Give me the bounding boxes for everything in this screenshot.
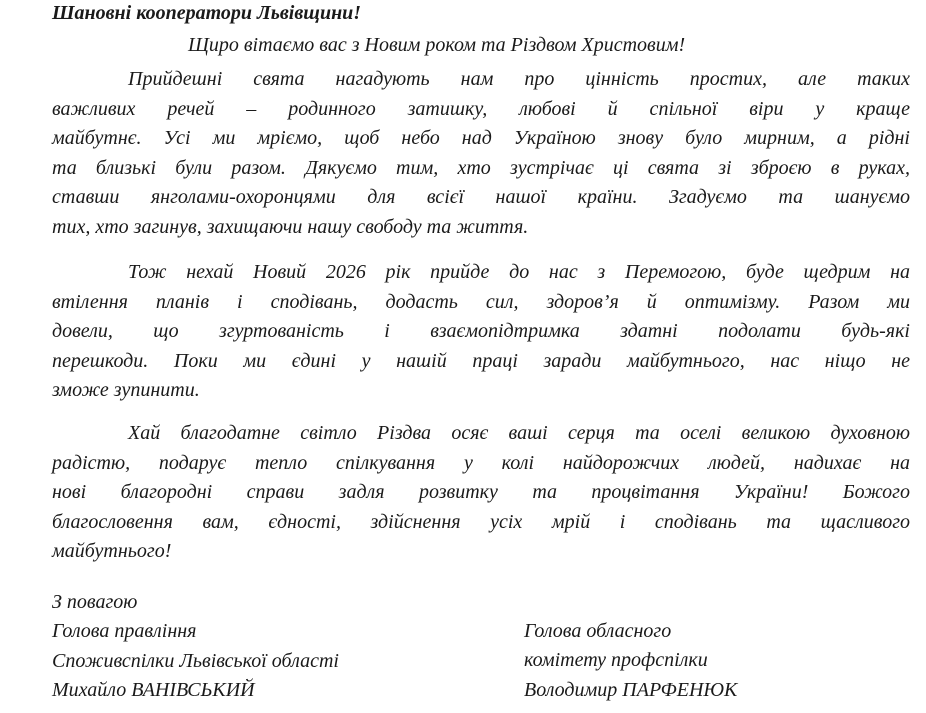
text-line: майбутнє. Усі ми мріємо, щоб небо над Україною знову було мирним, а рідні bbox=[52, 127, 910, 150]
text-line: майбутнього! bbox=[52, 540, 172, 563]
paragraph-2 bbox=[52, 258, 910, 406]
text-line: довели, що згуртованість і взаємопідтримка здатні подолати будь-які bbox=[52, 320, 910, 343]
text-line: благословення вам, єдності, здійснення усіх мрій і сподівань та щасливого bbox=[52, 510, 910, 533]
closing: З повагою bbox=[52, 591, 138, 613]
signer-organization: Споживспілки Львівської області bbox=[52, 649, 339, 672]
text-line: радістю, подарує тепло спілкування у колі найдорожчих людей, надихає на bbox=[52, 451, 910, 474]
paragraph-1 bbox=[52, 65, 910, 243]
text-line: Тож нехай Новий 2026 рік прийде до нас з Перемогою, буде щедрим на bbox=[128, 261, 910, 283]
text-line: ставши янголами-охоронцями для всієї нашої країни. Згадуємо та шануємо bbox=[52, 186, 910, 209]
signer-organization: комітету профспілки bbox=[524, 649, 708, 672]
signer-name: Володимир ПАРФЕНЮК bbox=[524, 678, 738, 701]
text-line: та близькі були разом. Дякуємо тим, хто зустрічає ці свята зі зброєю в руках, bbox=[52, 156, 910, 179]
signer-position: Голова правління bbox=[52, 620, 197, 643]
signer-position: Голова обласного bbox=[524, 620, 672, 642]
text-line: Хай благодатне світло Різдва осяє ваші серця та оселі великою духовною bbox=[128, 422, 910, 444]
paragraph-3 bbox=[52, 419, 910, 567]
text-line: Прийдешні свята нагадують нам про цінність простих, але таких bbox=[128, 68, 910, 90]
signature-left bbox=[52, 588, 339, 705]
signer-name: Михайло ВАНІВСЬКИЙ bbox=[52, 678, 255, 701]
letter-salutation: Шановні кооператори Львівщини! bbox=[52, 2, 362, 24]
text-line: втілення планів і сподівань, додасть сил, здоров’я й оптимізму. Разом ми bbox=[52, 290, 910, 313]
text-line: перешкоди. Поки ми єдині у нашій праці заради майбутнього, нас ніщо не bbox=[52, 349, 910, 372]
text-line: тих, хто загинув, захищаючи нашу свободу та життя. bbox=[52, 215, 529, 238]
signature-right bbox=[524, 617, 737, 705]
text-line: зможе зупинити. bbox=[52, 379, 200, 402]
text-line: нові благородні справи задля розвитку та процвітання України! Божого bbox=[52, 481, 910, 504]
text-line: важливих речей – родинного затишку, любові й спільної віри у краще bbox=[52, 97, 910, 120]
greeting-line: Щиро вітаємо вас з Новим роком та Різдвом Христовим! bbox=[188, 34, 686, 56]
